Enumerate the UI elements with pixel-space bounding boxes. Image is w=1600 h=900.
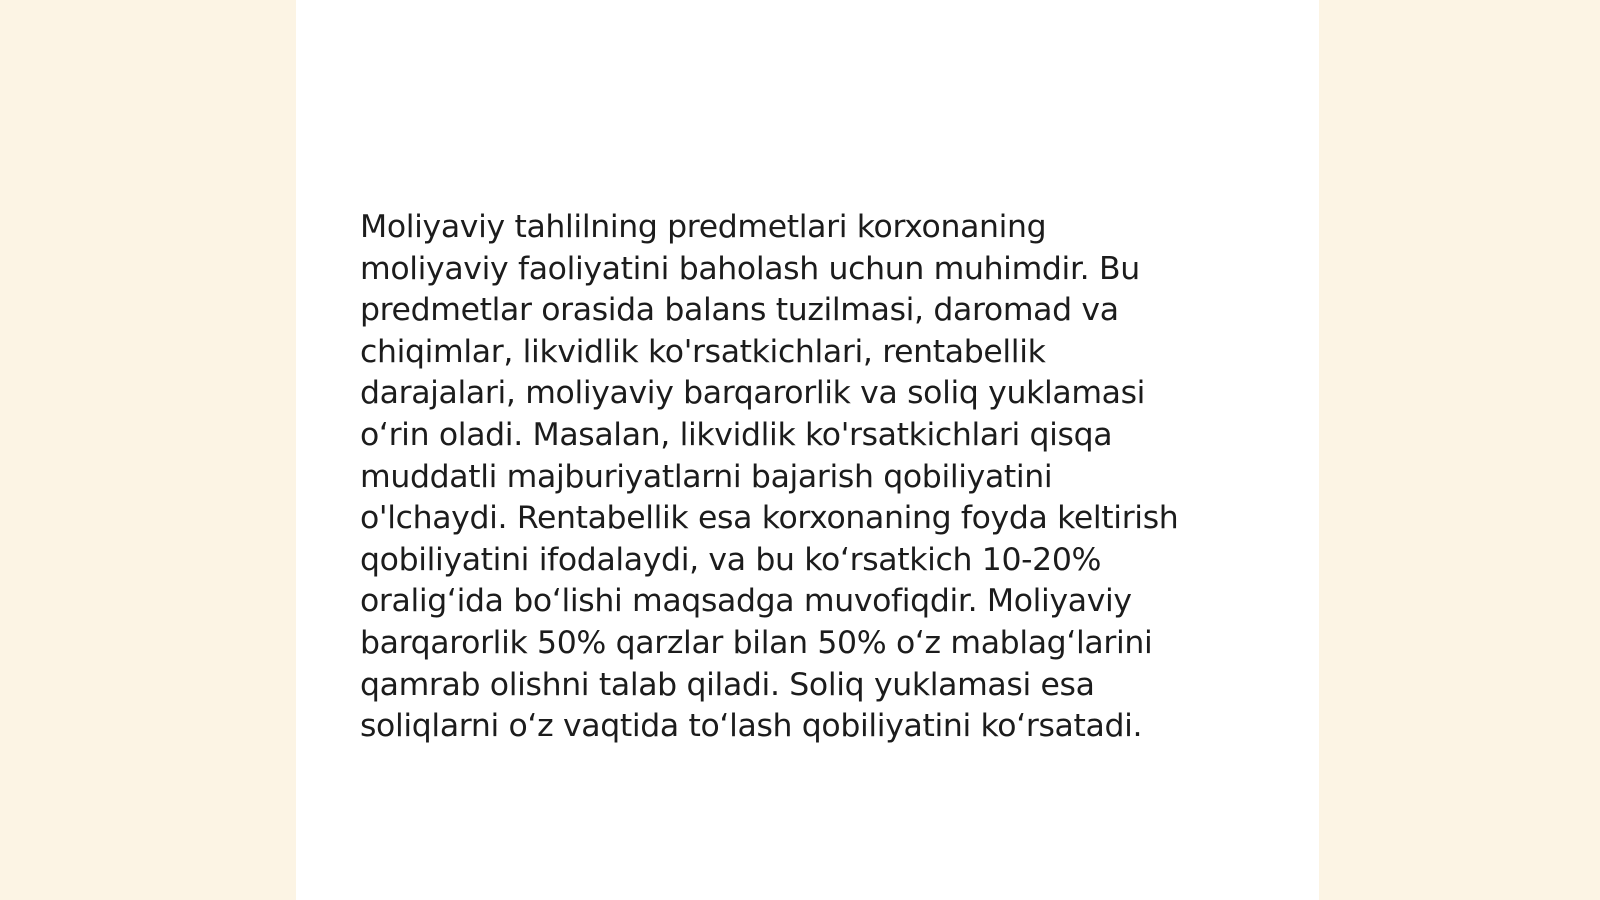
body-line: moliyaviy faoliyatini baholash uchun muhimdir. Bu bbox=[360, 250, 1140, 287]
body-line: soliqlarni oʻz vaqtida toʻlash qobiliyatini koʻrsatadi. bbox=[360, 708, 1143, 745]
body-line: oraligʻida boʻlishi maqsadga muvofiqdir. Moliyaviy bbox=[360, 583, 1132, 620]
body-line: qobiliyatini ifodalaydi, va bu koʻrsatkich 10-20% bbox=[360, 541, 1102, 578]
slide-body-text bbox=[360, 207, 1240, 748]
body-line: qamrab olishni talab qiladi. Soliq yuklamasi esa bbox=[360, 666, 1095, 703]
body-line: darajalari, moliyaviy barqarorlik va soliq yuklamasi bbox=[360, 375, 1146, 412]
body-line: chiqimlar, likvidlik ko'rsatkichlari, rentabellik bbox=[360, 333, 1046, 370]
body-line: oʻrin oladi. Masalan, likvidlik ko'rsatkichlari qisqa bbox=[360, 416, 1113, 453]
body-line: predmetlar orasida balans tuzilmasi, daromad va bbox=[360, 292, 1119, 329]
body-line: o'lchaydi. Rentabellik esa korxonaning foyda keltirish bbox=[360, 500, 1179, 537]
body-line: barqarorlik 50% qarzlar bilan 50% oʻz mablagʻlarini bbox=[360, 624, 1153, 661]
body-line: Moliyaviy tahlilning predmetlari korxonaning bbox=[360, 209, 1047, 245]
body-line: muddatli majburiyatlarni bajarish qobiliyatini bbox=[360, 458, 1053, 495]
